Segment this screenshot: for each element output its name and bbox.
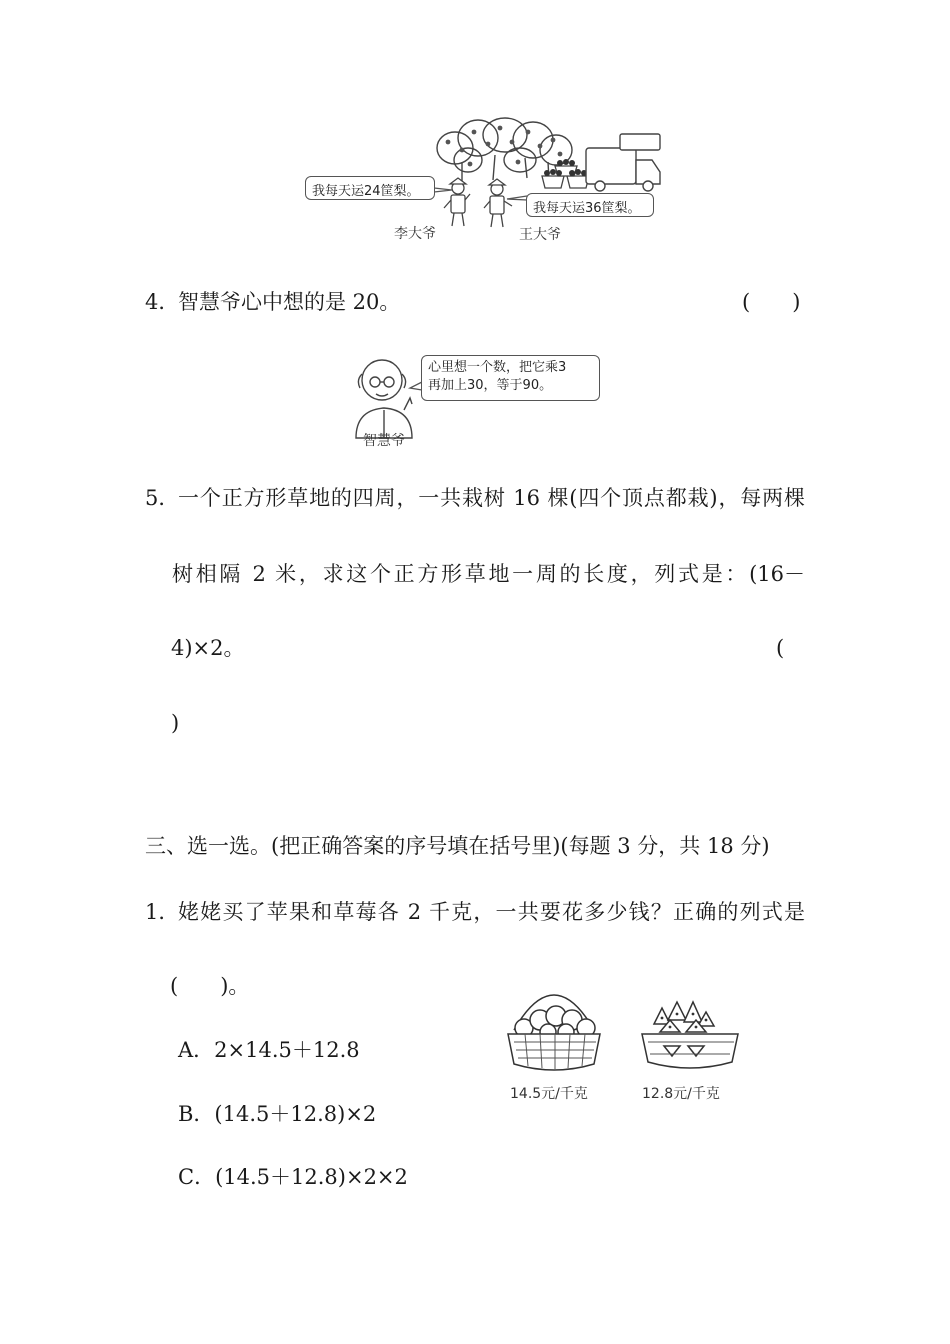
wang-name-label: 王大爷 — [519, 227, 561, 243]
section-3-heading: 三、选一选。(把正确答案的序号填在括号里)(每题 3 分，共 18 分) — [145, 834, 770, 858]
wise-grandpa-name-label: 智慧爷 — [363, 433, 405, 449]
question-number: 5． — [145, 486, 180, 510]
option-a[interactable]: A．2×14.5＋12.8 — [178, 1038, 360, 1062]
li-speech-text: 我每天运24筐梨。 — [312, 184, 420, 199]
apple-price-label: 14.5元/千克 — [510, 1086, 588, 1102]
question-text: 智慧爷心中想的是 20。 — [178, 290, 401, 314]
wise-grandpa-speech-bubble — [421, 355, 600, 401]
wang-speech-bubble — [526, 193, 654, 217]
speech-line-1: 心里想一个数，把它乘3 — [428, 360, 567, 375]
option-c[interactable]: C．(14.5＋12.8)×2×2 — [178, 1165, 408, 1189]
li-name-label: 李大爷 — [394, 226, 436, 242]
speech-line-2: 再加上30，等于90。 — [428, 378, 553, 393]
answer-blank[interactable]: ( )。 — [170, 974, 250, 998]
option-b[interactable]: B．(14.5＋12.8)×2 — [178, 1102, 377, 1126]
li-speech-bubble — [305, 176, 435, 200]
question-number: 4． — [145, 290, 180, 314]
answer-paren-close[interactable]: ) — [171, 711, 180, 735]
wang-speech-text: 我每天运36筐梨。 — [533, 201, 641, 216]
orchard-illustration — [0, 0, 950, 240]
question-number: 1． — [145, 900, 180, 924]
answer-paren-open[interactable]: ( — [776, 636, 785, 660]
question-line-1: 一个正方形草地的四周，一共栽树 16 棵(四个顶点都栽)，每两棵 — [178, 486, 805, 510]
fruit-baskets-illustration — [0, 990, 950, 1090]
answer-parentheses[interactable]: ( ) — [742, 290, 801, 314]
question-text: 姥姥买了苹果和草莓各 2 千克，一共要花多少钱？正确的列式是 — [178, 900, 805, 924]
question-line-2: 树相隔 2 米，求这个正方形草地一周的长度，列式是：(16－ — [172, 562, 805, 586]
strawberry-price-label: 12.8元/千克 — [642, 1086, 720, 1102]
question-line-3: 4)×2。 — [171, 636, 245, 660]
